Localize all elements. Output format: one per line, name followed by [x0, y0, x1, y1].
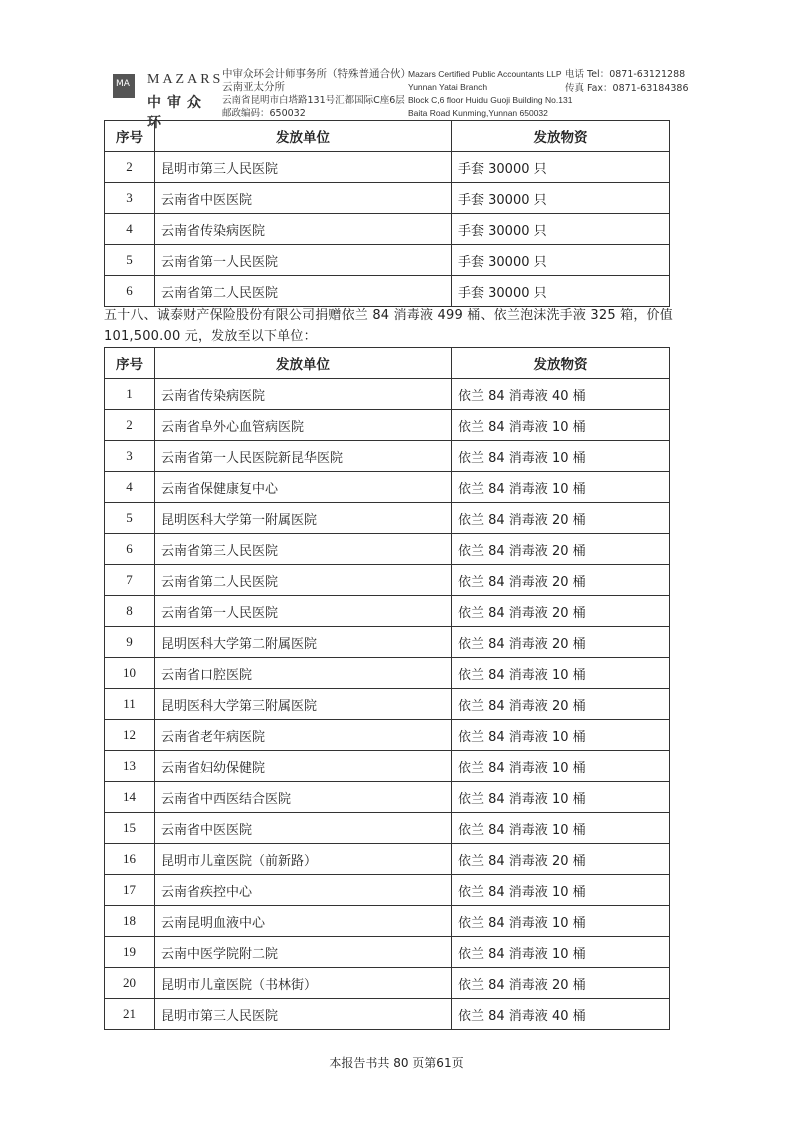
table-row: [105, 689, 670, 720]
row-unit: 云南省疾控中心: [155, 875, 452, 906]
row-material: 手套 30000 只: [452, 152, 670, 183]
row-number: 4: [105, 472, 155, 503]
header-english-info: [408, 68, 572, 120]
row-number: 18: [105, 906, 155, 937]
row-number: 16: [105, 844, 155, 875]
distribution-table-1: [104, 120, 670, 307]
row-unit: 昆明医科大学第二附属医院: [155, 627, 452, 658]
logo-text: MAZARS: [147, 72, 224, 87]
firm-name-en: Mazars Certified Public Accountants LLP: [408, 69, 562, 79]
row-material: 依兰 84 消毒液 10 桶: [452, 906, 670, 937]
header-number: 序号: [105, 348, 155, 379]
table-row: [105, 751, 670, 782]
row-material: 依兰 84 消毒液 10 桶: [452, 782, 670, 813]
table-row: [105, 596, 670, 627]
distribution-table-2: [104, 347, 670, 1030]
row-material: 手套 30000 只: [452, 214, 670, 245]
row-unit: 云南省保健康复中心: [155, 472, 452, 503]
row-unit: 昆明市第三人民医院: [155, 999, 452, 1030]
row-material: 依兰 84 消毒液 10 桶: [452, 720, 670, 751]
table-row: [105, 875, 670, 906]
table-row: [105, 410, 670, 441]
row-number: 12: [105, 720, 155, 751]
row-unit: 昆明市儿童医院（书林街）: [155, 968, 452, 999]
table-row: [105, 245, 670, 276]
branch-en: Yunnan Yatai Branch: [408, 82, 488, 92]
row-number: 8: [105, 596, 155, 627]
table-row: [105, 183, 670, 214]
row-number: 13: [105, 751, 155, 782]
row-number: 19: [105, 937, 155, 968]
firm-logo: [113, 70, 224, 131]
table-row: [105, 534, 670, 565]
table-row: [105, 658, 670, 689]
table-row: [105, 379, 670, 410]
row-unit: 云南省阜外心血管病医院: [155, 410, 452, 441]
header-contact: [565, 68, 689, 96]
row-material: 依兰 84 消毒液 20 桶: [452, 627, 670, 658]
page-footer: 本报告书共 80 页第61页: [329, 1056, 464, 1070]
row-number: 6: [105, 534, 155, 565]
fax: 传真 Fax：0871-63184386: [565, 83, 689, 94]
row-number: 1: [105, 379, 155, 410]
logo-text-cn: 中审众环: [147, 95, 207, 131]
row-number: 7: [105, 565, 155, 596]
row-unit: 云南省中西医结合医院: [155, 782, 452, 813]
row-material: 依兰 84 消毒液 10 桶: [452, 472, 670, 503]
table-row: [105, 999, 670, 1030]
header-chinese-info: [222, 68, 411, 120]
address-cn: 云南省昆明市白塔路131号汇都国际C座6层: [222, 95, 405, 106]
row-number: 3: [105, 441, 155, 472]
row-unit: 云南省第一人民医院新昆华医院: [155, 441, 452, 472]
row-number: 10: [105, 658, 155, 689]
row-number: 5: [105, 503, 155, 534]
row-material: 依兰 84 消毒液 20 桶: [452, 565, 670, 596]
row-number: 4: [105, 214, 155, 245]
table-row: [105, 276, 670, 307]
row-unit: 云南昆明血液中心: [155, 906, 452, 937]
table-row: [105, 627, 670, 658]
row-material: 依兰 84 消毒液 10 桶: [452, 751, 670, 782]
branch-cn: 云南亚太分所: [222, 81, 285, 93]
paragraph-line-1: 五十八、诚泰财产保险股份有限公司捐赠依兰 84 消毒液 499 桶、依兰泡沫洗手液 325 箱，价值: [104, 308, 673, 323]
row-number: 20: [105, 968, 155, 999]
row-number: 9: [105, 627, 155, 658]
table-row: [105, 152, 670, 183]
table-row: [105, 968, 670, 999]
row-material: 依兰 84 消毒液 20 桶: [452, 503, 670, 534]
row-unit: 昆明医科大学第一附属医院: [155, 503, 452, 534]
address-en-2: Baita Road Kunming,Yunnan 650032: [408, 108, 548, 118]
table-row: [105, 782, 670, 813]
table-row: [105, 503, 670, 534]
row-number: 21: [105, 999, 155, 1030]
table-row: [105, 844, 670, 875]
row-number: 15: [105, 813, 155, 844]
table-row: [105, 472, 670, 503]
paragraph-line-2: 101,500.00 元，发放至以下单位：: [104, 329, 317, 344]
row-number: 6: [105, 276, 155, 307]
row-material: 依兰 84 消毒液 20 桶: [452, 689, 670, 720]
row-material: 依兰 84 消毒液 10 桶: [452, 813, 670, 844]
row-unit: 云南省第三人民医院: [155, 534, 452, 565]
table-header-row: [105, 348, 670, 379]
row-material: 依兰 84 消毒液 10 桶: [452, 410, 670, 441]
row-number: 2: [105, 152, 155, 183]
row-unit: 昆明市第三人民医院: [155, 152, 452, 183]
row-material: 依兰 84 消毒液 20 桶: [452, 968, 670, 999]
table-row: [105, 214, 670, 245]
row-unit: 云南省第二人民医院: [155, 276, 452, 307]
table-row: [105, 813, 670, 844]
row-unit: 云南省第一人民医院: [155, 596, 452, 627]
row-number: 11: [105, 689, 155, 720]
header-unit: 发放单位: [155, 348, 452, 379]
row-material: 依兰 84 消毒液 10 桶: [452, 658, 670, 689]
row-unit: 云南中医学院附二院: [155, 937, 452, 968]
header-number: 序号: [105, 121, 155, 152]
row-material: 依兰 84 消毒液 10 桶: [452, 937, 670, 968]
header-unit: 发放单位: [155, 121, 452, 152]
row-material: 手套 30000 只: [452, 245, 670, 276]
row-unit: 云南省第一人民医院: [155, 245, 452, 276]
row-number: 3: [105, 183, 155, 214]
donation-paragraph: [104, 305, 674, 347]
row-material: 依兰 84 消毒液 10 桶: [452, 875, 670, 906]
row-unit: 昆明医科大学第三附属医院: [155, 689, 452, 720]
postcode-cn: 邮政编码：650032: [222, 108, 306, 119]
logo-mark: MA: [113, 74, 135, 98]
table-row: [105, 720, 670, 751]
row-unit: 云南省传染病医院: [155, 379, 452, 410]
row-unit: 云南省口腔医院: [155, 658, 452, 689]
telephone: 电话 Tel：0871-63121288: [565, 69, 686, 80]
row-unit: 昆明市儿童医院（前新路）: [155, 844, 452, 875]
row-material: 依兰 84 消毒液 20 桶: [452, 844, 670, 875]
firm-name-cn: 中审众环会计师事务所（特殊普通合伙）: [222, 68, 411, 80]
table-row: [105, 906, 670, 937]
row-number: 5: [105, 245, 155, 276]
row-material: 手套 30000 只: [452, 276, 670, 307]
table-row: [105, 937, 670, 968]
row-unit: 云南省中医医院: [155, 183, 452, 214]
row-material: 依兰 84 消毒液 10 桶: [452, 441, 670, 472]
row-number: 17: [105, 875, 155, 906]
table-row: [105, 441, 670, 472]
row-unit: 云南省妇幼保健院: [155, 751, 452, 782]
table-header-row: [105, 121, 670, 152]
row-unit: 云南省第二人民医院: [155, 565, 452, 596]
row-material: 依兰 84 消毒液 40 桶: [452, 379, 670, 410]
row-unit: 云南省老年病医院: [155, 720, 452, 751]
row-unit: 云南省传染病医院: [155, 214, 452, 245]
header-material: 发放物资: [452, 121, 670, 152]
address-en-1: Block C,6 floor Huidu Guoji Building No.131: [408, 95, 573, 105]
row-unit: 云南省中医医院: [155, 813, 452, 844]
row-material: 依兰 84 消毒液 20 桶: [452, 534, 670, 565]
row-material: 依兰 84 消毒液 40 桶: [452, 999, 670, 1030]
row-material: 依兰 84 消毒液 20 桶: [452, 596, 670, 627]
row-number: 14: [105, 782, 155, 813]
header-material: 发放物资: [452, 348, 670, 379]
table-row: [105, 565, 670, 596]
row-number: 2: [105, 410, 155, 441]
row-material: 手套 30000 只: [452, 183, 670, 214]
